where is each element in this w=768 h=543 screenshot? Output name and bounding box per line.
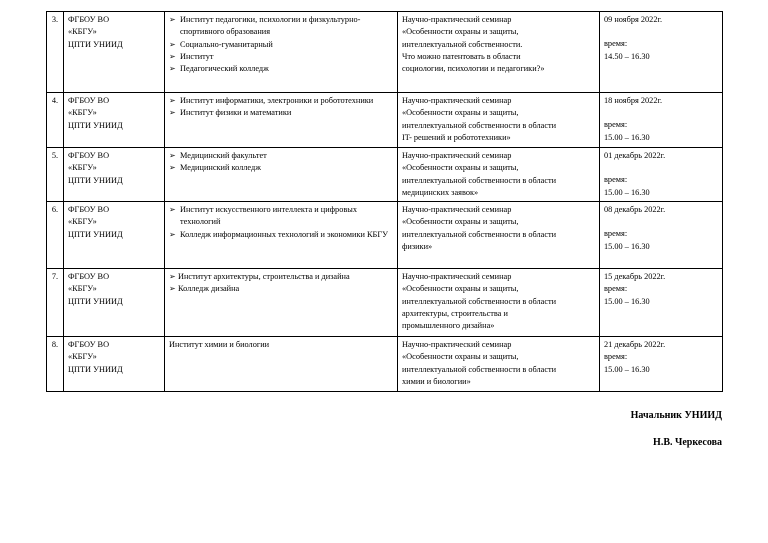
organizer-line: «КБГУ»	[68, 163, 97, 173]
organizer-cell	[64, 269, 165, 337]
event-line: медицинских заявок»	[402, 187, 479, 197]
organizer-cell	[64, 337, 165, 392]
units-cell	[165, 337, 398, 392]
event-line: «Особенности охраны и защиты,	[402, 352, 519, 362]
organizer-line: ФГБОУ ВО	[68, 15, 110, 24]
organizer-line: «КБГУ»	[68, 108, 97, 118]
event-date: 01 декабрь 2022г.	[604, 151, 666, 160]
event-date: 09 ноября 2022г.	[604, 15, 663, 24]
units-cell	[165, 269, 398, 337]
organizer-line: «КБГУ»	[68, 352, 97, 362]
event-line: «Особенности охраны и защиты,	[402, 163, 519, 173]
event-time: 14.50 – 16.30	[604, 51, 650, 61]
table-row	[47, 93, 723, 148]
event-date: 21 декабрь 2022г.	[604, 340, 666, 349]
unit-item: ➢ Социально-гуманитарный	[169, 39, 393, 51]
organizer-line: ЦПТИ УНИИД	[68, 175, 123, 185]
time-label: время:	[604, 175, 628, 185]
table-row	[47, 337, 723, 392]
organizer-cell	[64, 12, 165, 93]
event-line: интеллектуальной собственности в области	[402, 229, 557, 239]
event-line: Научно-практический семинар	[402, 15, 512, 24]
unit-item: ➢ Институт искусственного интеллекта и цифровых технологий	[169, 204, 393, 229]
event-line: интеллектуальной собственности в области	[402, 175, 557, 185]
event-line: «Особенности охраны и защиты,	[402, 284, 519, 294]
organizer-line: «КБГУ»	[68, 217, 97, 227]
organizer-line: «КБГУ»	[68, 27, 97, 37]
event-line: Научно-практический семинар	[402, 205, 512, 214]
event-line: интеллектуальной собственности в области	[402, 296, 557, 306]
signature-title: Начальник УНИИД	[630, 410, 722, 421]
event-date: 18 ноября 2022г.	[604, 96, 663, 105]
organizer-line: ФГБОУ ВО	[68, 96, 110, 105]
time-label: время:	[604, 120, 628, 130]
organizer-line: ФГБОУ ВО	[68, 151, 110, 160]
organizer-line: ЦПТИ УНИИД	[68, 364, 123, 374]
organizer-line: ФГБОУ ВО	[68, 340, 110, 349]
units-cell	[165, 93, 398, 148]
event-line: IT- решений и робототехники»	[402, 132, 511, 142]
event-line: химии и биологии»	[402, 376, 471, 386]
organizer-cell	[64, 202, 165, 269]
unit-item: Институт химии и биологии	[169, 340, 270, 349]
event-line: Научно-практический семинар	[402, 340, 512, 349]
datetime-cell	[600, 202, 723, 269]
units-cell	[165, 148, 398, 202]
event-time: 15.00 – 16.30	[604, 187, 650, 197]
unit-item: ➢ Колледж информационных технологий и экономики КБГУ	[169, 229, 393, 241]
table-row	[47, 148, 723, 202]
organizer-line: ЦПТИ УНИИД	[68, 39, 123, 49]
event-line: Научно-практический семинар	[402, 96, 512, 105]
organizer-line: ФГБОУ ВО	[68, 272, 110, 281]
row-number: 8.	[47, 337, 64, 392]
organizer-line: ЦПТИ УНИИД	[68, 120, 123, 130]
datetime-cell	[600, 93, 723, 148]
time-label: время:	[604, 39, 628, 49]
unit-item: ➢ Институт	[169, 51, 393, 63]
unit-item: ➢ Институт архитектуры, строительства и дизайна	[169, 271, 393, 283]
units-cell	[165, 12, 398, 93]
event-date: 15 декабрь 2022г.	[604, 272, 666, 281]
row-number: 3.	[47, 12, 64, 93]
organizer-cell	[64, 148, 165, 202]
unit-item: ➢ Колледж дизайна	[169, 283, 393, 295]
event-cell	[398, 337, 600, 392]
unit-item: ➢ Педагогический колледж	[169, 63, 393, 75]
schedule-body	[47, 12, 723, 392]
event-line: «Особенности охраны и защиты,	[402, 217, 519, 227]
event-line: «Особенности охраны и защиты,	[402, 108, 519, 118]
time-label: время:	[604, 229, 628, 239]
unit-item: ➢ Институт педагогики, психологии и физкультурно-спортивного образования	[169, 14, 393, 39]
time-label: время:	[604, 352, 628, 362]
event-line: физики»	[402, 241, 433, 251]
unit-item: ➢ Медицинский колледж	[169, 162, 393, 174]
event-time: 15.00 – 16.30	[604, 364, 650, 374]
organizer-line: ЦПТИ УНИИД	[68, 229, 123, 239]
datetime-cell	[600, 269, 723, 337]
event-line: Научно-практический семинар	[402, 151, 512, 160]
event-line: архитектуры, строительства и	[402, 308, 508, 318]
event-line: социологии, психологии и педагогики?»	[402, 64, 545, 74]
organizer-line: «КБГУ»	[68, 284, 97, 294]
schedule-table	[46, 11, 723, 392]
event-cell	[398, 12, 600, 93]
datetime-cell	[600, 12, 723, 93]
event-cell	[398, 148, 600, 202]
event-line: Что можно патентовать в области	[402, 51, 521, 61]
signature-name: Н.В. Черкесова	[653, 437, 722, 448]
row-number: 7.	[47, 269, 64, 337]
organizer-line: ЦПТИ УНИИД	[68, 296, 123, 306]
table-row	[47, 12, 723, 93]
event-date: 08 декабрь 2022г.	[604, 205, 666, 214]
event-cell	[398, 93, 600, 148]
datetime-cell	[600, 148, 723, 202]
event-time: 15.00 – 16.30	[604, 132, 650, 142]
event-line: интеллектуальной собственности в области	[402, 364, 557, 374]
event-line: «Особенности охраны и защиты,	[402, 27, 519, 37]
organizer-cell	[64, 93, 165, 148]
row-number: 4.	[47, 93, 64, 148]
event-line: интеллектуальной собственности.	[402, 39, 523, 49]
organizer-line: ФГБОУ ВО	[68, 205, 110, 214]
event-line: Научно-практический семинар	[402, 272, 512, 281]
event-cell	[398, 269, 600, 337]
event-cell	[398, 202, 600, 269]
time-label: время:	[604, 284, 628, 294]
unit-item: ➢ Медицинский факультет	[169, 150, 393, 162]
unit-item: ➢ Институт информатики, электроники и робототехники	[169, 95, 393, 107]
units-cell	[165, 202, 398, 269]
row-number: 6.	[47, 202, 64, 269]
event-time: 15.00 – 16.30	[604, 241, 650, 251]
datetime-cell	[600, 337, 723, 392]
table-row	[47, 202, 723, 269]
event-time: 15.00 – 16.30	[604, 296, 650, 306]
event-line: промышленного дизайна»	[402, 321, 495, 331]
row-number: 5.	[47, 148, 64, 202]
event-line: интеллектуальной собственности в области	[402, 120, 557, 130]
unit-item: ➢ Институт физики и математики	[169, 107, 393, 119]
table-row	[47, 269, 723, 337]
